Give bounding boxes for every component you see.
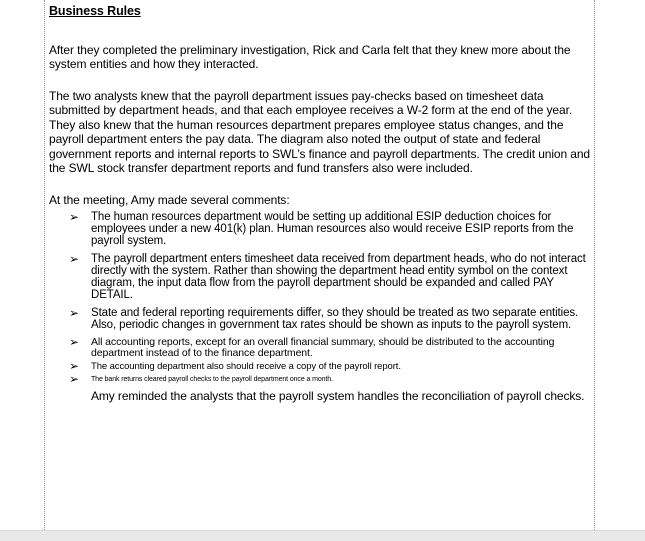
list-item-text: All accounting reports, except for an overall financial summary, should be distributed to the accounting department instead of to the finance department. — [91, 336, 555, 359]
list-item — [49, 211, 594, 247]
section-heading: Business Rules — [49, 4, 141, 18]
arrow-bullet-icon: ➢ — [69, 359, 79, 373]
list-item-text: The payroll department enters timesheet data received from department heads, who do not interact directly with the system. Rather than showing the department head entity symbol on the context diagram, the input data flow from the payroll department should be expanded and called PAY DETAIL. — [91, 253, 586, 301]
bottom-scroll-area — [0, 530, 645, 541]
paragraph-closing: Amy reminded the analysts that the payroll system handles the reconciliation of payroll checks. — [91, 389, 585, 403]
list-item — [49, 307, 594, 331]
paragraph-intro: After they completed the preliminary investigation, Rick and Carla felt that they knew more about the system entities and how they interacted. — [49, 42, 571, 71]
list-item-text: The bank returns cleared payroll checks to the payroll department once a month. — [91, 376, 333, 383]
right-margin-guide — [594, 0, 595, 530]
list-item — [49, 337, 594, 359]
arrow-bullet-icon: ➢ — [69, 306, 79, 320]
list-item — [49, 361, 594, 372]
comments-list — [49, 211, 594, 385]
paragraph-analysts: The two analysts knew that the payroll department issues pay-checks based on timesheet data submitted by department heads, and that each employee receives a W-2 form at the end of the year. They also knew that the human resources department prepares employee status changes, and the payroll department enters the pay data. The diagram also noted the output of state and federal government reports and internal reports to SWL’s finance and payroll departments. The credit union and the SWL stock transfer department reports and fund transfers also were included. — [49, 88, 591, 175]
paragraph-meeting: At the meeting, Amy made several comments: — [49, 192, 290, 207]
arrow-bullet-icon: ➢ — [69, 335, 79, 349]
left-margin-guide — [44, 0, 45, 530]
arrow-bullet-icon: ➢ — [69, 210, 79, 224]
list-item — [49, 374, 594, 385]
arrow-bullet-icon: ➢ — [69, 252, 79, 266]
list-item-text: State and federal reporting requirements differ, so they should be treated as two separate entities. Also, periodic changes in government tax rates should be shown as inputs to the payroll system. — [91, 307, 579, 331]
arrow-bullet-icon: ➢ — [69, 372, 79, 386]
list-item — [49, 253, 594, 301]
document-body[interactable] — [49, 4, 594, 404]
list-item-text: The human resources department would be setting up additional ESIP deduction choices for employees under a new 401(k) plan. Human resources also would receive ESIP reports from the payroll system. — [91, 211, 574, 247]
list-item-text: The accounting department also should receive a copy of the payroll report. — [91, 361, 401, 372]
